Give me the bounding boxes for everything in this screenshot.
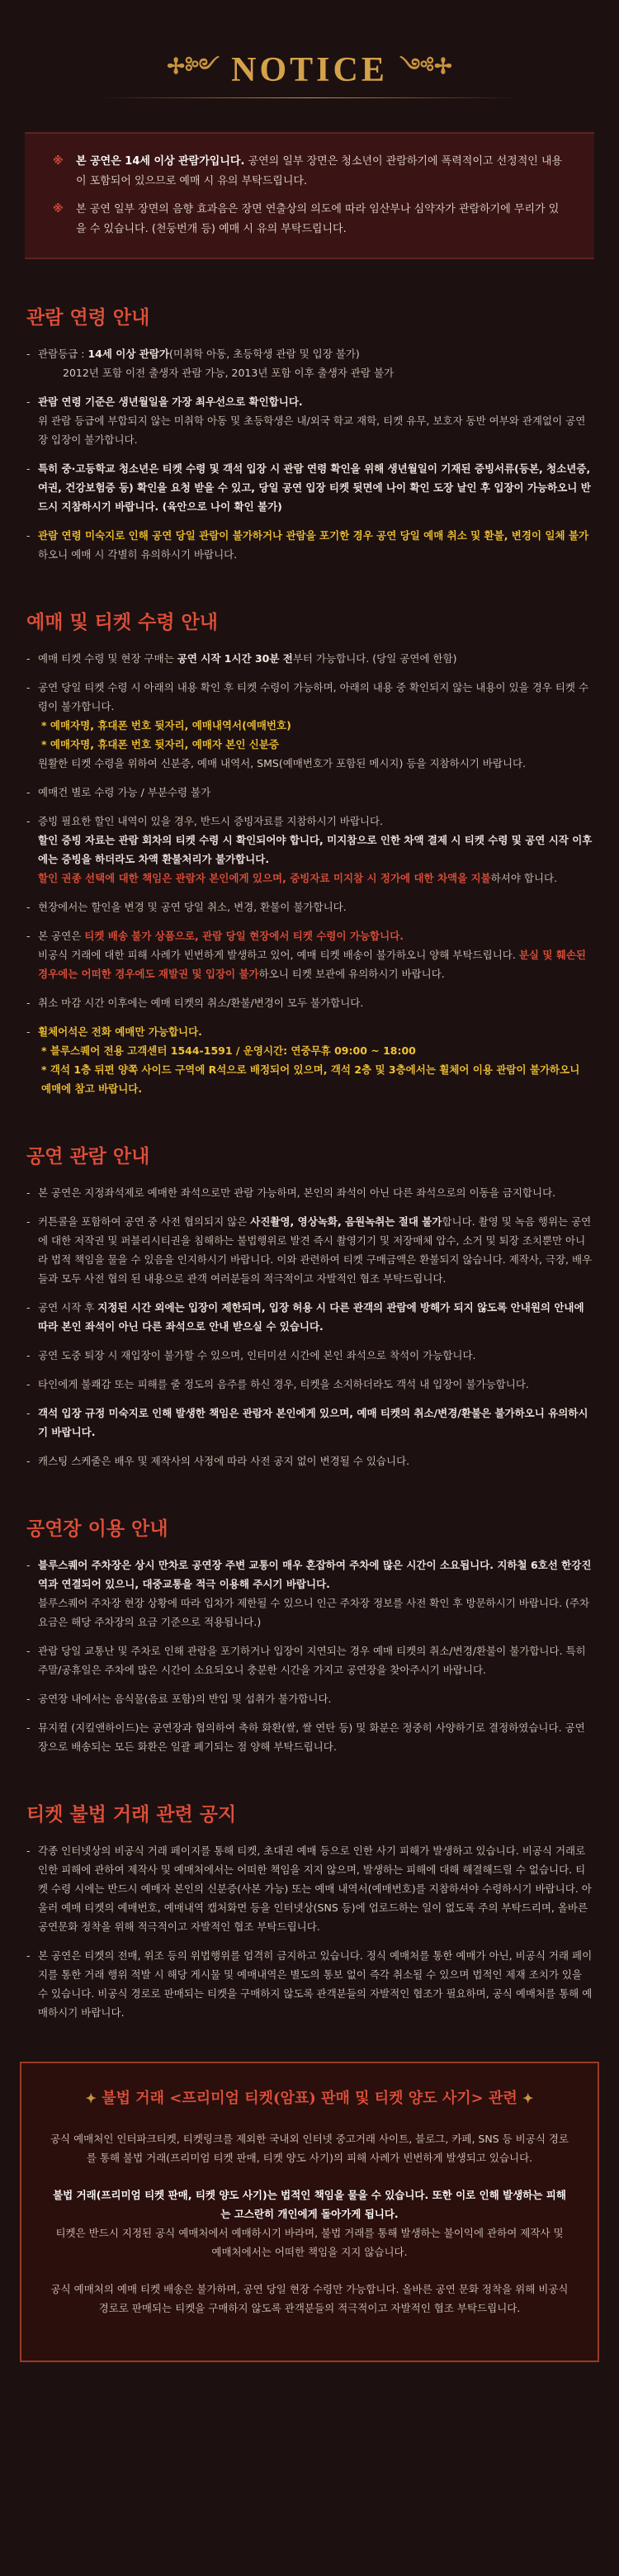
item-text: 예매 티켓 수령 및 현장 구매는	[38, 652, 177, 665]
list-item	[26, 392, 593, 449]
item-star: * 블루스퀘어 전용 고객센터 1544-1591 / 운영시간: 연중무휴 09:00 ~ 18:00	[41, 1044, 416, 1057]
notice-box-title-text: 불법 거래 <프리미엄 티켓(암표) 판매 및 티켓 양도 사기> 관련	[102, 2090, 517, 2107]
notice-bold: 불법 거래(프리미엄 티켓 판매, 티켓 양도 사기)는 법적인 책임을 물을 수 있습니다. 또한 이로 인해 발생하는 피해는 고스란히 개인에게 돌아가게 됩니다.	[53, 2189, 566, 2220]
page-title	[0, 43, 619, 103]
item-text: 본 공연은	[38, 930, 85, 942]
item-star: * 예매자명, 휴대폰 번호 뒷자리, 예매자 본인 신분증	[41, 738, 279, 751]
item-bold: 할인 증빙 자료는 관람 회차의 티켓 수령 시 확인되어야 합니다, 미지참으로 인한 차액 결제 시 티켓 수령 및 공연 시작 이후에는 증빙을 하더라도 차액 환불처리가 불가합니다.	[38, 834, 593, 865]
ornament-left-icon: ✦	[85, 2091, 97, 2106]
section-title-ticket: 예매 및 티켓 수령 안내	[26, 611, 218, 633]
warning-bold: 본 공연은 14세 이상 관람가입니다.	[76, 155, 245, 168]
item-bold: 관람 연령 기준은 생년월일을 가장 최우선으로 확인합니다.	[38, 395, 303, 408]
item-text: 합니다. 촬영 및 녹음 행위는 공연에 대한 저작권 및 퍼블리시티권을 침해하는 불법행위로 발견 즉시 촬영기기 및 저장매체 압수, 소거 및 퇴장 조치뿐만 아니라 법적 책임을 물을 수 있음을 인지하시기 바랍니다. 이와 관련하여 티켓 구매금액은 환불되지 않습니다. 제작사, 극장, 배우들과 모두 사전 협의 된 내용으로 관객 여러분들의 적극적이고 자발적인 협조 부탁드립니다.	[38, 1215, 593, 1285]
list-item	[26, 1556, 593, 1631]
warning-text: 공연의 일부 장면은 청소년이 관람하기에 폭력적이고 선정적인 내용이 포함되어 있으므로 예매 시 유의 부탁드립니다.	[76, 155, 563, 187]
section-title-viewing: 공연 관람 안내	[26, 1145, 150, 1167]
item-red: 티켓 배송 불가 상품으로, 관람 당일 현장에서 티켓 수령이 가능합니다.	[84, 930, 404, 942]
warning-item	[53, 152, 566, 192]
list-item: - 뮤지컬 (지킬앤하이드)는 공연장과 협의하여 축하 화환(쌀, 쌀 연탄 등) 및 화분은 정중히 사양하기로 결정하였습니다. 공연장으로 배송되는 모든 화환은 일괄 폐기되는 점 양해 부탁드립니다.	[26, 1718, 593, 1756]
list-item	[26, 678, 593, 773]
list-item: - 현장에서는 할인을 변경 및 공연 당일 취소, 변경, 환불이 불가합니다.	[26, 897, 593, 916]
item-star: * 객석 1층 뒤편 양쪽 사이드 구역에 R석으로 배정되어 있으며, 객석 2층 및 3층에서는 휠체어 이용 관람이 불가하오니 예매에 참고 바랍니다.	[41, 1063, 580, 1095]
list-item	[26, 526, 593, 564]
item-bold: 지정된 시간 외에는 입장이 제한되며, 입장 허용 시 다른 관객의 관람에 방해가 되지 않도록 안내원의 안내에 따라 본인 좌석이 아닌 다른 좌석으로 안내 받으실 수 있습니다.	[38, 1301, 584, 1333]
warning-text: 본 공연 일부 장면의 음향 효과음은 장면 연출상의 의도에 따라 임산부나 심약자가 관람하기에 무리가 있을 수 있습니다. (천둥번개 등) 예매 시 유의 부탁드립니다.	[76, 203, 560, 235]
list-item: - 취소 마감 시간 이후에는 예매 티켓의 취소/환불/변경이 모두 불가합니다.	[26, 993, 593, 1012]
item-red: 분실 및 훼손된 경우에는 어떠한 경우에도 재발권 및 입장이 불가	[38, 949, 586, 980]
list-item: - 캐스팅 스케줄은 배우 및 제작사의 사정에 따라 사전 공지 없이 변경될 수 있습니다.	[26, 1451, 593, 1470]
list-item	[26, 812, 593, 888]
page-title-text: NOTICE	[231, 51, 388, 90]
item-bold: 공연 시작 1시간 30분 전	[177, 652, 293, 665]
item-text: 부터 가능합니다. (당일 공연에 한함)	[292, 652, 457, 665]
item-bold: 블루스퀘어 주차장은 상시 만차로 공연장 주변 교통이 매우 혼잡하여 주차에 많은 시간이 소요됩니다. 지하철 6호선 한강진역과 연결되어 있으니, 대중교통을 적극 이용해 주시기 바랍니다.	[38, 1559, 592, 1590]
illegal-trade-notice-box	[20, 2062, 599, 2362]
list-item: - 타인에게 불쾌감 또는 피해를 줄 정도의 음주를 하신 경우, 티켓을 소지하더라도 객석 내 입장이 불가능합니다.	[26, 1375, 593, 1394]
list-item: - 본 공연은 지정좌석제로 예매한 좌석으로만 관람 가능하며, 본인의 좌석이 아닌 다른 좌석으로의 이동을 금지합니다.	[26, 1183, 593, 1202]
notice-paragraph: 공식 예매처의 예매 티켓 배송은 불가하며, 공연 당일 현장 수령만 가능합니다. 올바른 공연 문화 정착을 위해 비공식 경로로 판매되는 티켓을 구매하지 않도록 관객분들의 적극적이고 자발적인 협조 부탁드립니다.	[50, 2283, 569, 2314]
item-text: (미취학 아동, 초등학생 관람 및 입장 불가)	[169, 348, 360, 360]
item-text: 원활한 티켓 수령을 위하여 신분증, 예매 내역서, SMS(예매번호가 포함된 메시지) 등을 지참하시기 바랍니다.	[38, 757, 527, 769]
list-item: - 예매건 별로 수령 가능 / 부분수령 불가	[26, 783, 593, 802]
item-highlight: 관람 연령 미숙지로 인해 공연 당일 관람이 불가하거나 관람을 포기한 경우 공연 당일 예매 취소 및 환불, 변경이 일체 불가	[38, 529, 589, 542]
title-divider	[99, 97, 520, 98]
item-text: 공연 당일 티켓 수령 시 아래의 내용 확인 후 티켓 수령이 가능하며, 아래의 내용 중 확인되지 않는 내용이 있을 경우 티켓 수령이 불가합니다.	[38, 681, 589, 713]
warning-box	[25, 132, 594, 259]
notice-paragraph	[50, 2185, 569, 2261]
list-item: - 관람 당일 교통난 및 주차로 인해 관람을 포기하거나 입장이 지연되는 경우 예매 티켓의 취소/변경/환불이 불가합니다. 특히 주말/공휴일은 주차에 많은 시간이 소요되오니 충분한 시간을 가지고 공연장을 찾아주시기 바랍니다.	[26, 1641, 593, 1679]
list-item: - 본 공연은 티켓의 전매, 위조 등의 위법행위를 엄격히 금지하고 있습니다. 정식 예매처를 통한 예매가 아닌, 비공식 거래 페이지를 통한 거래 행위 적발 시 해당 게시물 및 예매내역은 별도의 통보 없이 즉각 취소될 수 있으며 법적인 제재 조치가 있을 수 있습니다. 비공식 경로로 판매되는 티켓을 구매하지 않도록 관객분들의 자발적인 협조가 필요하며, 공식 예매처를 통해 예매하시기 바랍니다.	[26, 1946, 593, 2022]
list-item	[26, 1404, 593, 1442]
item-text: 공연 시작 후	[38, 1301, 98, 1314]
item-sub: 2012년 포함 이전 출생자 관람 가능, 2013년 포함 이후 출생자 관람 불가	[63, 367, 395, 379]
item-highlight: 휠체어석은 전화 예매만 가능합니다.	[38, 1025, 202, 1038]
list-item	[26, 459, 593, 516]
list-item	[26, 649, 593, 668]
section-title-venue: 공연장 이용 안내	[26, 1518, 168, 1540]
warning-item	[53, 200, 566, 239]
notice-box-title	[50, 2086, 569, 2108]
item-bold: 특히 중·고등학교 청소년은 티켓 수령 및 객석 입장 시 관람 연령 확인을 위해 생년월일이 기재된 증빙서류(등본, 청소년증, 여권, 건강보험증 등) 확인을 요청 받을 수 있고, 당일 공연 입장 티켓 뒷면에 나이 확인 도장 날인 후 입장이 가능하오니 반드시 지참하시기 바랍니다. (육안으로 나이 확인 불가)	[38, 462, 591, 513]
item-bold: 14세 이상 관람가	[87, 348, 170, 360]
ornament-right-icon: ༺✢	[399, 54, 452, 78]
item-text: 블루스퀘어 주차장 현장 상황에 따라 입차가 제한될 수 있으니 인근 주차장 정보를 사전 확인 후 방문하시기 바랍니다. (주차 요금은 해당 주차장의 요금 기준으로 적용됩니다.)	[38, 1597, 590, 1628]
list-item	[26, 1212, 593, 1288]
ornament-left-icon: ✢༻	[167, 54, 220, 78]
item-text: 커튼콜을 포함하여 공연 중 사전 협의되지 않은	[38, 1215, 251, 1228]
list-item	[26, 926, 593, 983]
item-text: 비공식 거래에 대한 피해 사례가 빈번하게 발생하고 있어, 예매 티켓 배송이 불가하오니 양해 부탁드립니다.	[38, 949, 519, 961]
item-text: 관람등급 :	[38, 348, 88, 360]
section-title-illegal: 티켓 불법 거래 관련 공지	[26, 1803, 237, 1825]
item-bold: 사진촬영, 영상녹화, 음원녹취는 절대 불가	[250, 1215, 442, 1228]
notice-header	[0, 0, 619, 132]
reference-mark-icon: ※	[53, 155, 64, 168]
item-text: 하셔야 합니다.	[490, 872, 558, 884]
item-text: 하오니 티켓 보관에 유의하시기 바랍니다.	[258, 968, 445, 980]
item-text: 하오니 예매 시 각별히 유의하시기 바랍니다.	[38, 548, 238, 561]
list-item	[26, 344, 593, 382]
list-item	[26, 1022, 593, 1098]
item-text: 증빙 필요한 할인 내역이 있을 경우, 반드시 증빙자료를 지참하시기 바랍니다.	[38, 815, 384, 827]
section-title-age: 관람 연령 안내	[26, 306, 150, 329]
item-bold: 객석 입장 규정 미숙지로 인해 발생한 책임은 관람자 본인에게 있으며, 예매 티켓의 취소/변경/환불은 불가하오니 유의하시기 바랍니다.	[38, 1407, 588, 1438]
item-red: 할인 권종 선택에 대한 책임은 관람자 본인에게 있으며, 증빙자료 미지참 시 정가에 대한 차액을 지불	[38, 872, 491, 884]
item-text: 위 관람 등급에 부합되지 않는 미취학 아동 및 초등학생은 내/외국 학교 재학, 티켓 유무, 보호자 동반 여부와 관계없이 공연장 입장이 불가합니다.	[38, 414, 586, 446]
list-item: - 공연장 내에서는 음식물(음료 포함)의 반입 및 섭취가 불가합니다.	[26, 1689, 593, 1708]
ornament-right-icon: ✦	[522, 2091, 534, 2106]
list-item	[26, 1298, 593, 1336]
notice-paragraph: 공식 예매처인 인터파크티켓, 티켓링크를 제외한 국내외 인터넷 중고거래 사이트, 블로그, 카페, SNS 등 비공식 경로를 통해 불법 거래(프리미엄 티켓 판매, 티켓 양도 사기)의 피해 사례가 빈번하게 발생되고 있습니다.	[50, 2133, 569, 2164]
notice-content	[0, 302, 619, 2022]
reference-mark-icon: ※	[53, 203, 64, 215]
notice-text: 티켓은 반드시 지정된 공식 예매처에서 예매하시기 바라며, 불법 거래를 통해 발생하는 불이익에 관하여 제작사 및 예매처에서는 어떠한 책임을 지지 않습니다.	[55, 2227, 564, 2258]
list-item: - 공연 도중 퇴장 시 재입장이 불가할 수 있으며, 인터미션 시간에 본인 좌석으로 착석이 가능합니다.	[26, 1346, 593, 1365]
item-star: * 예매자명, 휴대폰 번호 뒷자리, 예매내역서(예매번호)	[41, 719, 291, 732]
list-item: - 각종 인터넷상의 비공식 거래 페이지를 통해 티켓, 초대권 예매 등으로 인한 사기 피해가 발생하고 있습니다. 비공식 거래로 인한 피해에 관하여 제작사 및 예매처에서는 어떠한 책임을 지지 않으며, 발생하는 피해에 대해 해결해드릴 수 없습니다. 티켓 수령 시에는 반드시 예매자 본인의 신분증(사본 가능) 또는 예매 내역서(예매번호)를 지참하셔야 수령하시기 바랍니다. 아울러 예매 티켓의 예매번호, 예매내역 캡처화면 등을 인터넷상(SNS 등)에 업로드하는 일이 없도록 주의 부탁드리며, 올바른 공연문화 정착을 위해 적극적이고 자발적인 협조 부탁드립니다.	[26, 1841, 593, 1936]
